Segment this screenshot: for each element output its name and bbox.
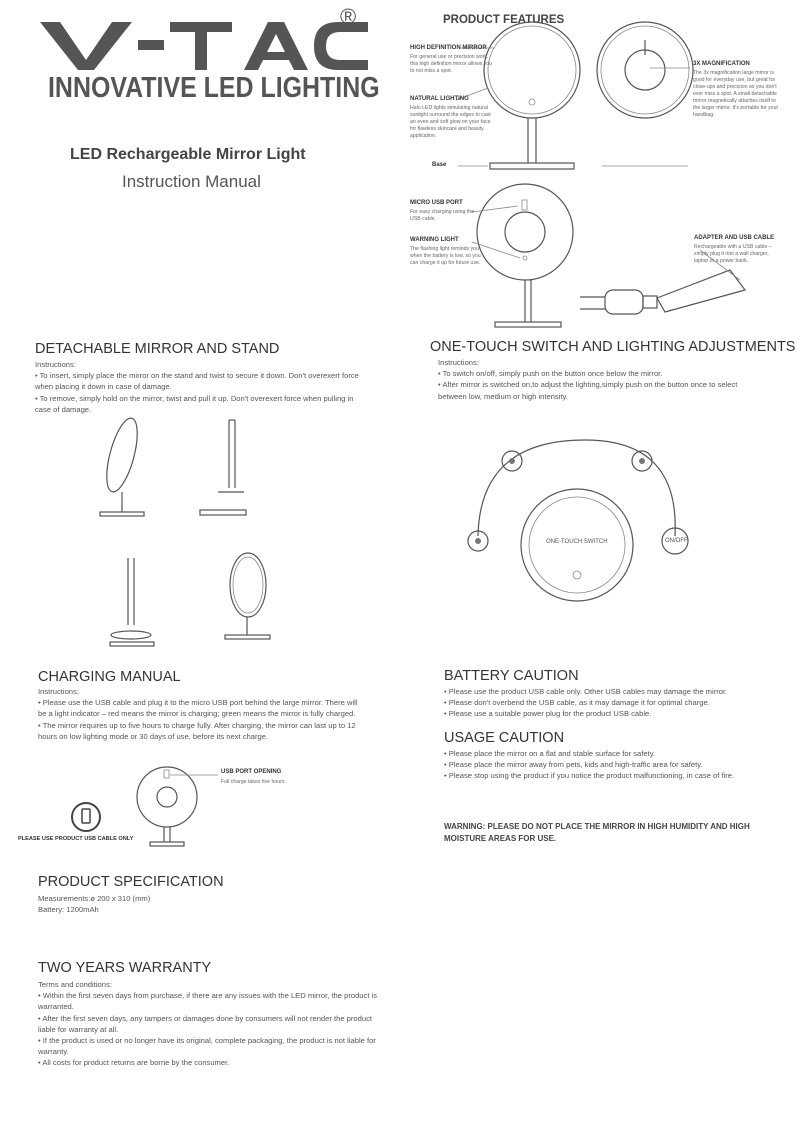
- magnification-label: 3X MAGNIFICATION: [693, 61, 750, 67]
- warranty-intro: Terms and conditions:: [38, 980, 112, 989]
- usage-p2: • Please place the mirror away from pets, kids and high-traffic area for safety.: [444, 760, 703, 770]
- battery-p2: • Please don't overbend the USB cable, as it may damage it for optimal charge.: [444, 698, 710, 708]
- natural-lighting-text: Halo LED lights simulating natural sunlight surround the edges to cast an even and soft glow on your face for flawless skincare and beauty application.: [410, 105, 491, 139]
- natural-lighting-label: NATURAL LIGHTING: [410, 96, 469, 102]
- warning-light-label: WARNING LIGHT: [410, 237, 459, 243]
- warranty-p3: • If the product is used or no longer have its original, complete packaging, the product is not liable for warranty.: [38, 1036, 376, 1057]
- spec-heading: PRODUCT SPECIFICATION: [38, 874, 224, 890]
- switch-p2: • After mirror is switched on,to adjust the lighting,simply push on the button once to select between low, medium or high intensity.: [438, 380, 738, 401]
- usage-p1: • Please place the mirror on a flat and stable surface for safety.: [444, 749, 656, 758]
- battery-body: [444, 686, 784, 720]
- on-off-label: ON/OFF: [665, 538, 688, 544]
- usage-body: [444, 748, 784, 782]
- detachable-heading: DETACHABLE MIRROR AND STAND: [35, 341, 280, 357]
- warning-light-text: The flashing light reminds you when the battery is low, so you can charge it up for future use.: [410, 246, 481, 266]
- one-touch-switch-label: ONE-TOUCH SWITCH: [546, 539, 608, 545]
- detachable-intro: Instructions:: [35, 360, 76, 369]
- manual-title: LED Rechargeable Mirror Light: [70, 146, 306, 163]
- adapter-label: ADAPTER AND USB CABLE: [694, 235, 775, 241]
- warranty-body: [38, 979, 378, 1069]
- hd-mirror-label: HIGH DEFINITION MIRROR: [410, 45, 487, 51]
- battery-heading: BATTERY CAUTION: [444, 668, 579, 684]
- switch-p1: • To switch on/off, simply push on the button once below the mirror.: [438, 369, 663, 379]
- charging-p1: • Please use the USB cable and plug it to the micro USB port behind the large mirror. There will be a light indicator – red means the mirror is charging; green means the mirror is fully charged.: [38, 698, 358, 719]
- charging-heading: CHARGING MANUAL: [38, 669, 181, 685]
- registered-mark: ®: [340, 4, 357, 29]
- spec-measurements: Measurements:ø 200 x 310 (mm): [38, 894, 151, 903]
- spec-body: [38, 893, 338, 915]
- micro-usb-text: For easy charging using the USB cable.: [410, 209, 475, 222]
- battery-p3: • Please use a suitable power plug for the product USB cable.: [444, 709, 652, 719]
- usage-heading: USAGE CAUTION: [444, 730, 565, 746]
- usb-cable-only-label: PLEASE USE PRODUCT USB CABLE ONLY: [18, 836, 134, 842]
- spec-battery: Battery: 1200mAh: [38, 905, 99, 915]
- switch-heading: ONE-TOUCH SWITCH AND LIGHTING ADJUSTMENTS: [430, 339, 796, 355]
- switch-intro: Instructions:: [438, 358, 479, 367]
- battery-p1: • Please use the product USB cable only. Other USB cables may damage the mirror.: [444, 687, 728, 696]
- warranty-p4: • All costs for product returns are borne by the consumer.: [38, 1058, 230, 1068]
- adapter-text: Rechargeable with a USB cable – simply plug it into a wall charger, laptop or a power bank.: [694, 244, 772, 264]
- magnification-text: The 3x magnification large mirror is good for everyday use, but great for close-ups and precision so you don't ever miss a spot. A small detachable mirror magnetically attaches itself to the larger mirror. It's portable for your handbag.: [693, 70, 779, 118]
- humidity-warning: WARNING: PLEASE DO NOT PLACE THE MIRROR IN HIGH HUMIDITY AND HIGH MOISTURE AREAS FOR USE.: [444, 822, 750, 843]
- warranty-p1: • Within the first seven days from purchase, if there are any issues with the LED mirror, the product is warranted.: [38, 991, 378, 1012]
- manual-subtitle: Instruction Manual: [122, 172, 261, 191]
- micro-usb-label: MICRO USB PORT: [410, 200, 463, 206]
- warranty-p2: • After the first seven days, any tampers or damages done by consumers will not render the product liable for warranty at all.: [38, 1013, 372, 1034]
- hd-mirror-text: For general use or precision work, this high definition mirror allows you to not miss a spot.: [410, 54, 493, 74]
- charging-p2: • The mirror requires up to five hours to charge fully. After charging, the mirror can last up to 12 hours on low lighting mode or 30 days of use, before its next charge.: [38, 720, 356, 741]
- detachable-p2: • To remove, simply hold on the mirror, twist and pull it up. Don't overexert force when pulling in case of damage.: [35, 393, 354, 414]
- warranty-heading: TWO YEARS WARRANTY: [38, 960, 212, 976]
- detachable-p1: • To insert, simply place the mirror on the stand and twist to secure it down. Don't overexert force when placing it down in case of damage.: [35, 371, 359, 392]
- features-heading: PRODUCT FEATURES: [443, 14, 565, 26]
- charging-intro: Instructions:: [38, 687, 79, 696]
- usb-port-opening-label: USB PORT OPENING: [221, 769, 282, 775]
- base-label: Base: [432, 162, 447, 168]
- usage-p3: • Please stop using the product if you notice the product malfunctioning, in case of fire.: [444, 771, 735, 781]
- usb-port-opening-text: Full charge takes five hours.: [221, 779, 286, 785]
- brand-tagline: INNOVATIVE LED LIGHTING: [48, 72, 380, 104]
